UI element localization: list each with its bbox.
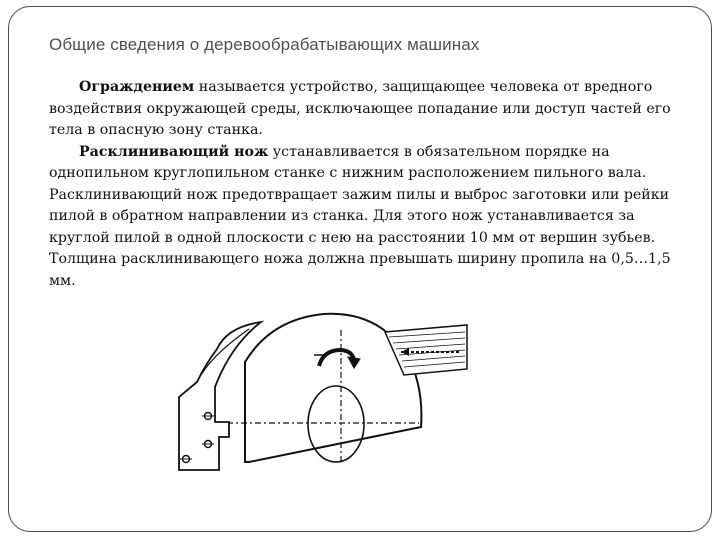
- slide-frame: [8, 6, 712, 532]
- definition-guard: называется устройство, защищающее человека от вредного воздействия окружающей среды, исключающее попадание или доступ частей его тела в опасную зону станка.: [49, 79, 671, 138]
- paragraph-guard: [49, 77, 681, 142]
- definition-riving-knife: устанавливается в обязательном порядке на однопильном круглопильном станке с нижним расположением пильного вала. Расклинивающий нож предотвращает зажим пилы и выброс заготовки или рейки пилой в обратном направлении из станка. Для этого нож устанавливается за круглой пилой в одной плоскости с нею на расстоянии 10 мм от вершин зубьев. Толщина расклинивающего ножа должна превышать ширину пропила на 0,5…1,5 мм.: [49, 143, 671, 289]
- term-guard: Ограждением: [79, 79, 195, 95]
- slide-title: Общие сведения о деревообрабатывающих машинах: [49, 35, 480, 54]
- riving-knife-diagram: [169, 302, 469, 487]
- paragraph-riving-knife: [49, 142, 681, 293]
- slide-body: [49, 77, 681, 292]
- term-riving-knife: Расклинивающий нож: [79, 143, 269, 160]
